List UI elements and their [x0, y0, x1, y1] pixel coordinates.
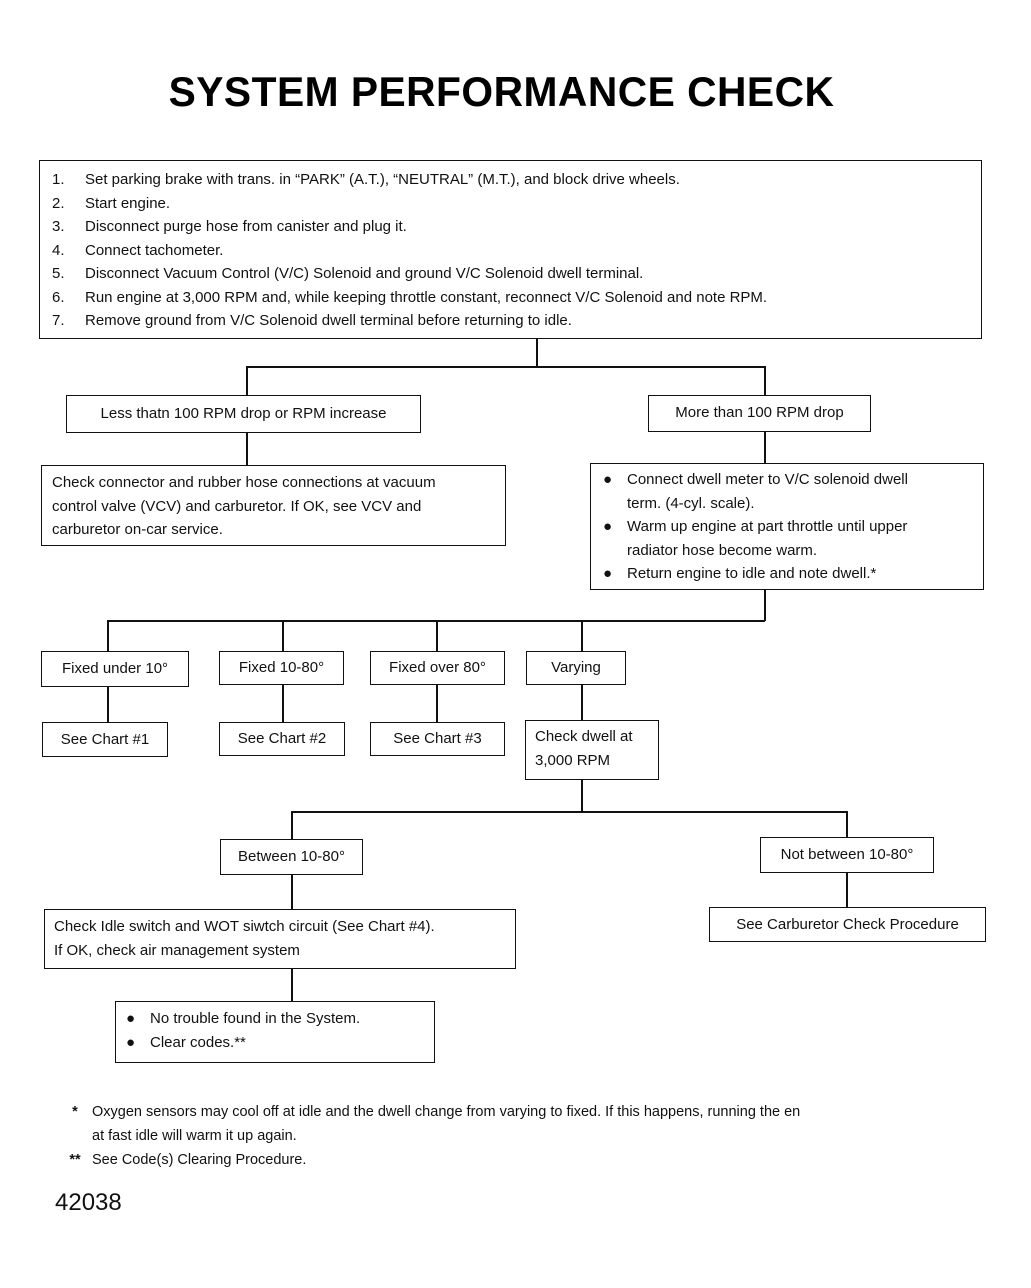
between-10-80-box	[220, 839, 363, 875]
bullet-icon: ●	[126, 1033, 136, 1051]
result-list	[126, 1007, 424, 1054]
connector-line	[291, 969, 293, 1001]
action-line: Check Idle switch and WOT siwtch circuit (See Chart #4).	[54, 918, 435, 935]
instruction-text: Connect dwell meter to V/C solenoid dwell	[627, 471, 908, 488]
step-number: 6.	[52, 288, 65, 306]
steps-list	[52, 168, 969, 333]
result-text: No trouble found in the System.	[150, 1010, 361, 1027]
step-number: 5.	[52, 265, 65, 282]
more-than-100-rpm-box	[648, 395, 871, 432]
step-text: Set parking brake with trans. in “PARK” (A.T.), “NEUTRAL” (M.T.), and block drive wheels.	[85, 171, 680, 188]
connector-line	[246, 366, 765, 368]
connector-line	[581, 620, 583, 651]
instruction-item	[603, 468, 971, 515]
see-chart-3-box	[370, 722, 505, 756]
step-number: 1.	[52, 171, 65, 188]
connector-line	[764, 590, 766, 621]
fixed-over-80-box	[370, 651, 505, 685]
step-5	[52, 262, 969, 286]
footnote-mark: *	[72, 1104, 78, 1120]
see-chart-2-box	[219, 722, 345, 756]
instruction-text: radiator hose become warm.	[627, 541, 818, 559]
dwell-label: Fixed under 10°	[61, 660, 169, 677]
step-text: Disconnect Vacuum Control (V/C) Solenoid and ground V/C Solenoid dwell terminal.	[85, 265, 644, 282]
connector-line	[291, 875, 293, 909]
footnote	[58, 1100, 998, 1124]
connector-line	[846, 811, 848, 837]
procedure-steps-box	[39, 160, 982, 339]
step-7	[52, 309, 969, 333]
instruction-text: Warm up engine at part throttle until upper	[627, 518, 908, 535]
action-line: carburetor on-car service.	[52, 521, 223, 538]
step-text: Connect tachometer.	[85, 241, 224, 259]
connector-line	[246, 366, 248, 395]
page-title: SYSTEM PERFORMANCE CHECK	[168, 68, 835, 115]
dwell-label: Between 10-80°	[238, 848, 345, 865]
footnote	[58, 1148, 998, 1172]
step-number: 4.	[52, 241, 65, 259]
see-carburetor-check-box	[709, 907, 986, 942]
footnote-text: Oxygen sensors may cool off at idle and the dwell change from varying to fixed. If this happens, running the en	[92, 1104, 801, 1120]
instruction-item	[603, 515, 971, 562]
step-2	[52, 192, 969, 216]
condition-label: More than 100 RPM drop	[675, 404, 844, 421]
bullet-icon: ●	[603, 471, 613, 488]
action-line: 3,000 RPM	[535, 751, 611, 769]
not-between-10-80-box	[760, 837, 934, 873]
footnote-mark: **	[69, 1152, 81, 1168]
connector-line	[536, 339, 538, 367]
connector-line	[291, 811, 847, 813]
instruction-text: Return engine to idle and note dwell.*	[627, 565, 877, 582]
dwell-label: Fixed 10-80°	[238, 659, 325, 676]
connector-line	[282, 685, 284, 722]
condition-label: Less thatn 100 RPM drop or RPM increase	[100, 405, 387, 422]
varying-box	[526, 651, 626, 685]
connector-line	[581, 780, 583, 812]
footnote-text: at fast idle will warm it up again.	[92, 1128, 297, 1144]
dwell-label: Varying	[551, 659, 601, 676]
result-item	[126, 1031, 424, 1055]
check-vacuum-connections-box	[41, 465, 506, 546]
dwell-label: Not between 10-80°	[780, 846, 914, 863]
bullet-icon: ●	[603, 518, 613, 535]
step-1	[52, 168, 969, 192]
step-number: 7.	[52, 312, 65, 329]
document-number: 42038	[55, 1189, 122, 1216]
carburetor-reference: See Carburetor Check Procedure	[736, 916, 959, 933]
instruction-list	[603, 468, 971, 586]
fixed-10-80-box	[219, 651, 344, 685]
connector-line	[107, 620, 109, 651]
connector-line	[846, 873, 848, 907]
footnotes	[58, 1100, 998, 1172]
connector-line	[581, 685, 583, 722]
connector-line	[764, 432, 766, 463]
bullet-icon: ●	[126, 1010, 136, 1027]
less-than-100-rpm-box	[66, 395, 421, 433]
instruction-text: term. (4-cyl. scale).	[627, 494, 755, 512]
step-text: Run engine at 3,000 RPM and, while keeping throttle constant, reconnect V/C Solenoid and note RPM.	[85, 288, 768, 306]
dwell-label: Fixed over 80°	[389, 659, 486, 676]
connector-line	[246, 433, 248, 465]
step-text: Start engine.	[85, 194, 171, 212]
result-text: Clear codes.**	[150, 1033, 246, 1051]
step-number: 3.	[52, 218, 65, 235]
result-item	[126, 1007, 424, 1031]
step-3	[52, 215, 969, 239]
check-idle-wot-switch-box	[44, 909, 516, 969]
action-line: If OK, check air management system	[54, 941, 300, 959]
connector-line	[436, 685, 438, 722]
connector-line	[107, 687, 109, 722]
instruction-item	[603, 562, 971, 586]
action-line: Check connector and rubber hose connections at vacuum	[52, 474, 436, 491]
step-4	[52, 239, 969, 263]
connector-line	[291, 811, 293, 839]
connector-line	[764, 366, 766, 395]
step-number: 2.	[52, 194, 65, 212]
connector-line	[436, 620, 438, 651]
connector-line	[282, 620, 284, 651]
step-text: Remove ground from V/C Solenoid dwell terminal before returning to idle.	[85, 312, 572, 329]
action-line: control valve (VCV) and carburetor. If OK, see VCV and	[52, 497, 422, 515]
check-dwell-3000-box	[525, 720, 659, 780]
footnote-text: See Code(s) Clearing Procedure.	[92, 1152, 307, 1168]
step-6	[52, 286, 969, 310]
see-chart-1-box	[42, 722, 168, 757]
no-trouble-result-box	[115, 1001, 435, 1063]
dwell-meter-instructions-box	[590, 463, 984, 590]
fixed-under-10-box	[41, 651, 189, 687]
action-line: Check dwell at	[535, 728, 633, 745]
chart-reference: See Chart #3	[393, 730, 482, 747]
bullet-icon: ●	[603, 565, 613, 582]
chart-reference: See Chart #1	[60, 731, 150, 748]
chart-reference: See Chart #2	[237, 730, 327, 747]
step-text: Disconnect purge hose from canister and plug it.	[85, 218, 407, 235]
